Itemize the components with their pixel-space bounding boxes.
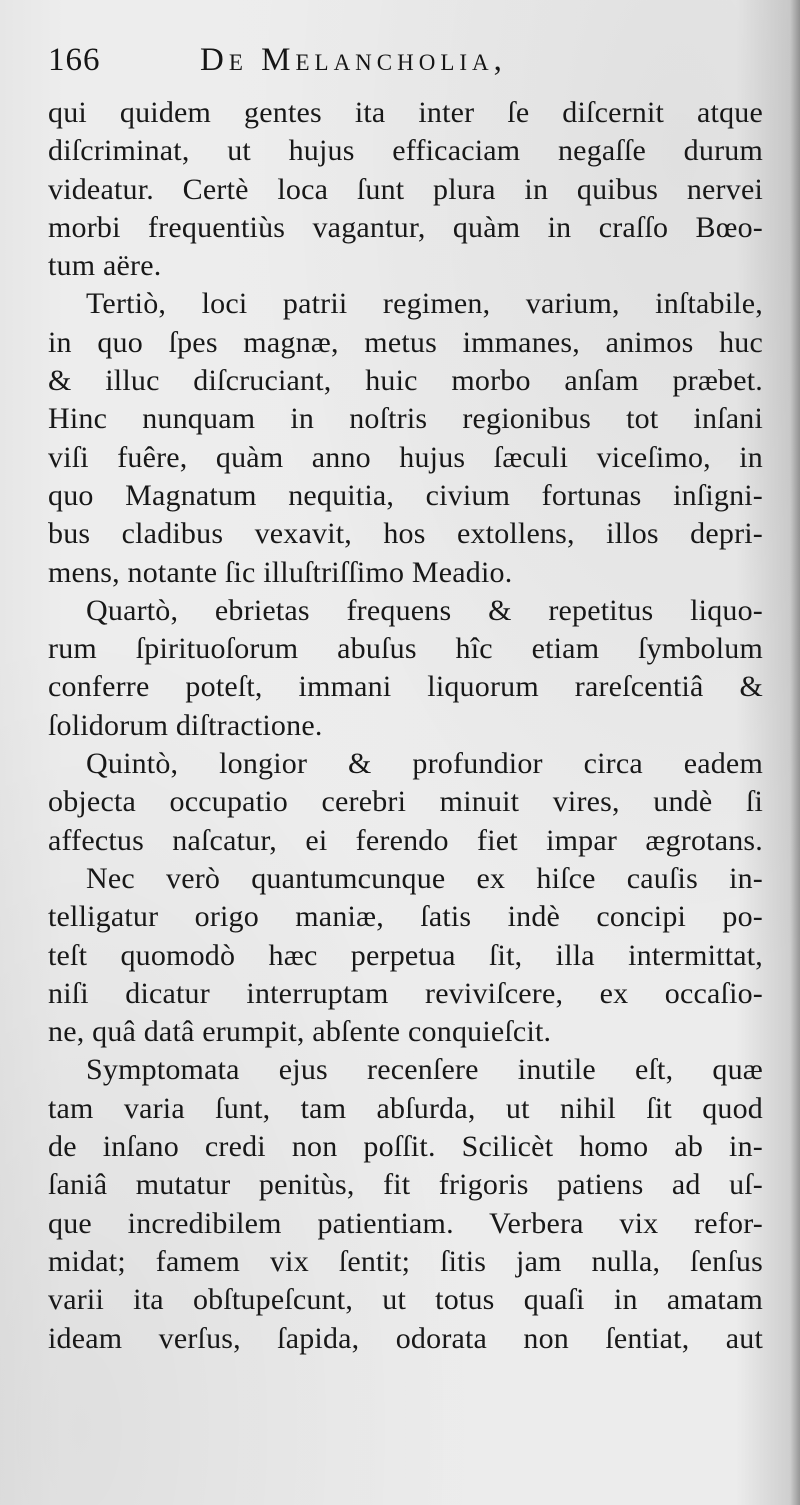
text-line: Quintò, longior & profundior circa eadem — [86, 747, 763, 781]
text-line: bus cladibus vexavit, hos extollens, illos depri- — [48, 517, 763, 551]
text-line: in quo ſpes magnæ, metus immanes, animos huc — [48, 325, 763, 359]
page-number: 166 — [48, 42, 101, 78]
text-line: objecta occupatio cerebri minuit vires, undè ſi — [48, 785, 763, 819]
paragraph — [48, 94, 763, 285]
text-line: ne, quâ datâ erumpit, abſente conquieſcit. — [48, 1015, 552, 1049]
text-line: midat; famem vix ſentit; ſitis jam nulla, ſenſus — [48, 1244, 763, 1278]
text-line: & illuc diſcruciant, huic morbo anſam præbet. — [48, 364, 763, 398]
paragraph — [48, 592, 763, 745]
text-line: morbi frequentiùs vagantur, quàm in craſſo Bœo- — [48, 210, 763, 244]
text-line: ſaniâ mutatur penitùs, fit frigoris patiens ad uſ- — [48, 1168, 763, 1202]
text-line: telligatur origo maniæ, ſatis indè concipi po- — [48, 900, 763, 934]
text-line: conferre poteſt, immani liquorum rareſcentiâ & — [48, 670, 763, 704]
text-line: rum ſpirituoſorum abuſus hîc etiam ſymbolum — [48, 632, 763, 666]
text-line: Symptomata ejus recenſere inutile eſt, quæ — [86, 1053, 763, 1087]
paragraph — [48, 1051, 763, 1357]
text-line: videatur. Certè loca ſunt plura in quibus nervei — [48, 172, 763, 206]
text-line: ideam verſus, ſapida, odorata non ſentiat, aut — [48, 1321, 763, 1355]
running-head: De Melancholia, — [200, 42, 507, 78]
text-line: ſolidorum diſtractione. — [48, 708, 323, 742]
paragraph — [48, 285, 763, 591]
text-line: tum aëre. — [48, 249, 162, 283]
page-edge-shadow — [790, 0, 800, 1505]
text-line: mens, notante ſic illuſtriſſimo Meadio. — [48, 555, 513, 589]
text-line: Quartò, ebrietas frequens & repetitus liquo- — [86, 593, 763, 627]
text-line: diſcriminat, ut hujus efficaciam negaſſe durum — [48, 134, 763, 168]
text-line: que incredibilem patientiam. Verbera vix refor- — [48, 1206, 763, 1240]
text-line: tam varia ſunt, tam abſurda, ut nihil ſit quod — [48, 1091, 763, 1125]
text-line: de inſano credi non poſſit. Scilicèt homo ab in- — [48, 1130, 763, 1164]
text-line: niſi dicatur interruptam reviviſcere, ex occaſio- — [48, 976, 763, 1010]
page-header — [48, 38, 768, 88]
text-line: varii ita obſtupeſcunt, ut totus quaſi in amatam — [48, 1283, 763, 1317]
text-line: teſt quomodò hæc perpetua ſit, illa intermittat, — [48, 938, 763, 972]
text-line: qui quidem gentes ita inter ſe diſcernit atque — [48, 96, 763, 129]
text-line: viſi fuêre, quàm anno hujus ſæculi viceſimo, in — [48, 440, 763, 474]
text-line: Tertiò, loci patrii regimen, varium, inſtabile, — [86, 287, 763, 321]
body-text — [48, 94, 763, 1358]
text-line: Nec verò quantumcunque ex hiſce cauſis in- — [86, 861, 763, 895]
paragraph — [48, 860, 763, 1051]
text-line: Hinc nunquam in noſtris regionibus tot inſani — [48, 402, 763, 436]
paragraph — [48, 745, 763, 860]
text-line: quo Magnatum nequitia, civium fortunas inſigni- — [48, 478, 763, 512]
text-line: affectus naſcatur, ei ferendo fiet impar ægrotans. — [48, 823, 763, 857]
